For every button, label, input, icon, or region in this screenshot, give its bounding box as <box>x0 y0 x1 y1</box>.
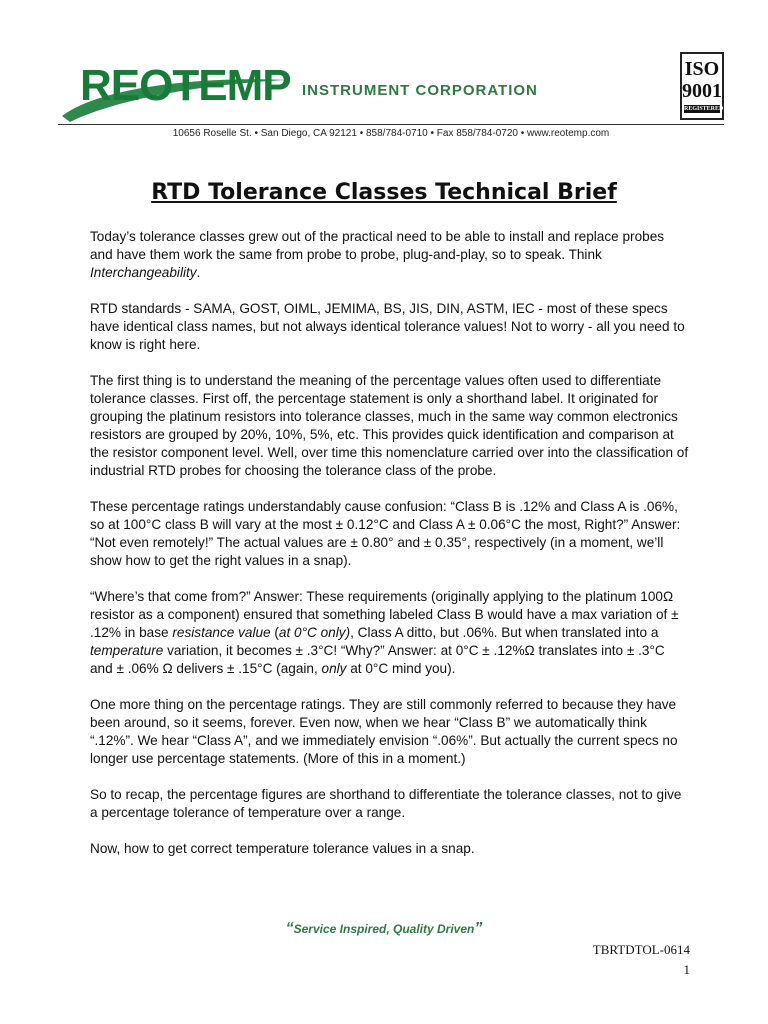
paragraph-6: One more thing on the percentage ratings. They are still commonly referred to because they have been around, so it seems, forever. Even now, when we hear “Class B” we automatically think “.12%”. We hear “Class A”, and we immediately envision “.06%”. But actually the current specs no longer use percentage statements. (More of this in a moment.) <box>90 697 678 766</box>
iso-number: 9001 <box>682 80 722 102</box>
document-title: RTD Tolerance Classes Technical Brief <box>151 180 617 205</box>
document-number: TBRTDTOL-0614 <box>592 942 690 957</box>
paragraph-1: Today’s tolerance classes grew out of the practical need to be able to install and replace probes and have them work the same from probe to probe, plug-and-play, so to speak. Think Interchangeability. <box>90 229 665 280</box>
paragraph-4: These percentage ratings understandably cause confusion: “Class B is .12% and Class A is .06%, so at 100°C class B will vary at the most ± 0.12°C and Class A ± 0.06°C the most, Right?” Answer: “Not even remotely!” The actual values are ± 0.80° and ± 0.35°, respectively (in a moment, we’ll show how to get the right values in a snap). <box>90 499 681 568</box>
page-number: 1 <box>683 962 690 977</box>
corporation-name: INSTRUMENT CORPORATION <box>302 82 538 99</box>
iso-registered: REGISTERED <box>684 106 724 112</box>
paragraph-8: Now, how to get correct temperature tolerance values in a snap. <box>90 841 475 856</box>
letterhead <box>0 0 768 150</box>
document-number-block <box>593 940 690 980</box>
company-address: 10656 Roselle St. • San Diego, CA 92121 • 858/784-0710 • Fax 858/784-0720 • www.reotemp.com <box>172 128 610 139</box>
logo-text: REOTEMP <box>80 61 291 110</box>
footer-slogan: “Service Inspired, Quality Driven” <box>285 920 483 937</box>
header-divider <box>58 124 724 125</box>
document-body <box>90 228 690 876</box>
paragraph-2: RTD standards - SAMA, GOST, OIML, JEMIMA, BS, JIS, DIN, ASTM, IEC - most of these specs have identical class names, but not always identical tolerance values! Not to worry - all you need to know is right here. <box>90 301 685 352</box>
paragraph-3: The first thing is to understand the meaning of the percentage values often used to differentiate tolerance classes. First off, the percentage statement is only a shorthand label. It originated for grouping the platinum resistors into tolerance classes, much in the same way common electronics resistors are grouped by 20%, 10%, 5%, etc. This provides quick identification and comparison at the resistor component level. Well, over time this nomenclature carried over into the classification of industrial RTD probes for choosing the tolerance class of the probe. <box>90 373 689 478</box>
paragraph-7: So to recap, the percentage figures are shorthand to differentiate the tolerance classes, not to give a percentage tolerance of temperature over a range. <box>90 787 682 820</box>
iso-9001-badge <box>680 52 724 120</box>
iso-label: ISO <box>684 58 720 80</box>
paragraph-5: “Where’s that come from?” Answer: These requirements (originally applying to the platinum 100Ω resistor as a component) ensured that something labeled Class B would have a max variation of ± .12% in base resistance value (at 0°C only), Class A ditto, but .06%. But when translated into a temperature variation, it becomes ± .3°C! “Why?” Answer: at 0°C ± .12%Ω translates into ± .3°C and ± .06% Ω delivers ± .15°C (again, only at 0°C mind you). <box>90 589 679 676</box>
reotemp-logo <box>58 58 290 126</box>
